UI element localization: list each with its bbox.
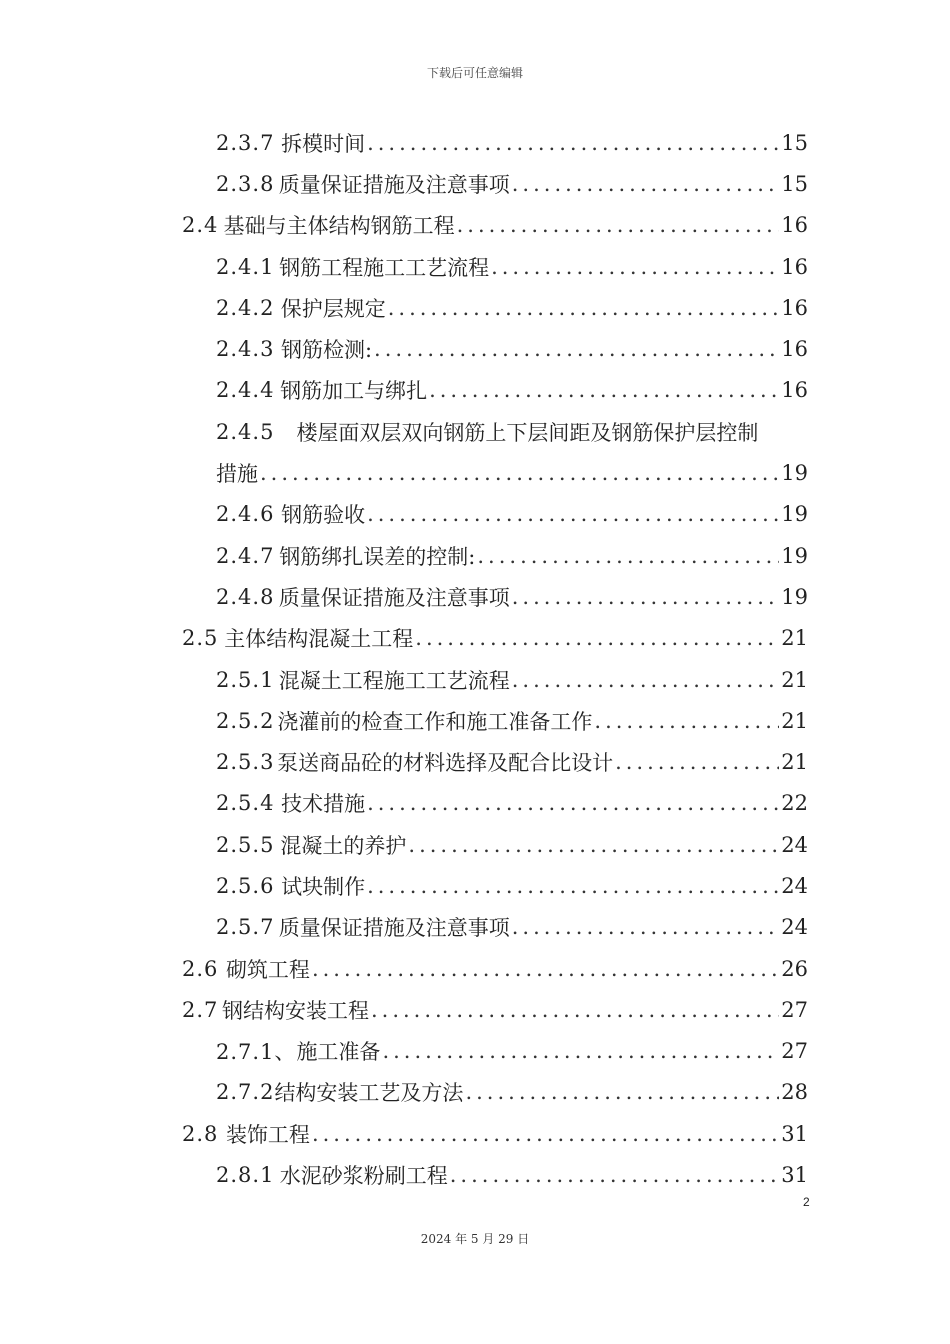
toc-entry-page: 24	[781, 873, 808, 898]
toc-entry-number: 2.4.7	[216, 543, 275, 568]
toc-entry-page: 15	[781, 171, 808, 196]
toc-entry-number: 2.4	[182, 213, 219, 238]
toc-dot-leader	[367, 131, 779, 155]
toc-dot-leader	[512, 668, 780, 692]
toc-entry-number: 2.5.7	[216, 915, 275, 940]
toc-entry-number: 2.3.8	[216, 171, 275, 196]
toc-entry-page: 16	[781, 378, 808, 403]
toc-entry-page: 24	[781, 832, 808, 857]
toc-dot-leader	[260, 461, 779, 485]
toc-entry-title: 泵送商品砼的材料选择及配合比设计	[277, 751, 614, 776]
toc-entry-title: 楼屋面双层双向钢筋上下层间距及钢筋保护层控制	[296, 420, 759, 445]
toc-entry[interactable]	[0, 411, 808, 452]
toc-entry-number: 2.4.6	[216, 502, 275, 527]
toc-entry-page: 16	[781, 254, 808, 279]
toc-dot-leader	[457, 213, 780, 237]
toc-entry[interactable]	[0, 328, 808, 369]
toc-entry[interactable]	[0, 1154, 808, 1195]
toc-entry-page: 24	[781, 915, 808, 940]
toc-entry-page: 19	[781, 502, 808, 527]
page-number: 2	[803, 1195, 810, 1209]
toc-entry-number: 2.5.2	[216, 708, 275, 733]
toc-entry-number: 2.4.4	[216, 378, 275, 403]
toc-entry[interactable]	[0, 907, 808, 948]
toc-entry-page: 28	[781, 1080, 808, 1105]
toc-entry-page: 31	[781, 1163, 808, 1188]
toc-entry[interactable]	[0, 948, 808, 989]
toc-dot-leader	[374, 337, 779, 361]
page-footer-date: 2024 年 5 月 29 日	[420, 1232, 530, 1246]
table-of-contents	[0, 122, 950, 1196]
toc-entry-number: 2.5.4	[216, 791, 275, 816]
toc-entry-title: 结构安装工艺及方法	[274, 1081, 464, 1106]
toc-entry-page: 27	[781, 997, 808, 1022]
toc-entry-number: 2.3.7	[216, 130, 275, 155]
toc-dot-leader	[388, 296, 780, 320]
toc-entry-title: 钢筋工程施工工艺流程	[279, 255, 490, 280]
toc-entry-title: 拆模时间	[281, 131, 366, 156]
toc-entry-number: 2.8.1	[216, 1163, 275, 1188]
toc-entry-number: 2.5.6	[216, 873, 275, 898]
toc-dot-leader	[312, 1122, 779, 1146]
toc-entry[interactable]	[0, 618, 808, 659]
toc-entry-title: 质量保证措施及注意事项	[278, 172, 510, 197]
toc-entry-page: 19	[781, 461, 808, 486]
toc-entry-title: 水泥砂浆粉刷工程	[279, 1164, 448, 1189]
toc-entry-title: 砌筑工程	[225, 957, 310, 982]
toc-entry-title: 混凝土工程施工工艺流程	[278, 668, 510, 693]
toc-entry-title: 技术措施	[281, 792, 366, 817]
toc-entry-number: 2.5.1	[216, 667, 275, 692]
toc-entry-title: 钢筋绑扎误差的控制:	[279, 544, 476, 569]
page-header: 下载后可任意编辑	[426, 66, 523, 80]
toc-entry[interactable]	[0, 824, 808, 865]
toc-entry[interactable]	[0, 287, 808, 328]
toc-dot-leader	[491, 255, 779, 279]
toc-entry-page: 31	[781, 1121, 808, 1146]
toc-entry[interactable]	[0, 659, 808, 700]
toc-entry-page: 21	[781, 708, 808, 733]
toc-entry-title: 钢筋验收	[281, 503, 366, 528]
toc-dot-leader	[312, 957, 779, 981]
toc-entry-title: 钢结构安装工程	[221, 998, 369, 1023]
toc-entry-title: 基础与主体结构钢筋工程	[223, 214, 455, 239]
toc-entry[interactable]	[0, 494, 808, 535]
toc-entry-page: 19	[781, 543, 808, 568]
toc-entry-continuation[interactable]	[0, 452, 808, 493]
toc-entry-number: 2.8	[182, 1121, 219, 1146]
toc-entry-page: 16	[781, 337, 808, 362]
toc-entry[interactable]	[0, 1113, 808, 1154]
toc-entry[interactable]	[0, 741, 808, 782]
toc-entry-number: 2.4.8	[216, 584, 275, 609]
toc-entry-number: 2.7.2	[216, 1080, 275, 1105]
toc-entry-number: 2.4.3	[216, 337, 275, 362]
toc-entry-page: 21	[781, 667, 808, 692]
toc-entry-number: 2.5.3	[216, 750, 275, 775]
toc-entry-page: 22	[781, 791, 808, 816]
toc-dot-leader	[408, 833, 779, 857]
toc-entry[interactable]	[0, 246, 808, 287]
toc-entry-page: 27	[781, 1039, 808, 1064]
toc-entry-page: 21	[781, 626, 808, 651]
toc-dot-leader	[477, 544, 779, 568]
toc-dot-leader	[382, 1039, 779, 1063]
toc-entry-title: 质量保证措施及注意事项	[278, 916, 510, 941]
toc-entry[interactable]	[0, 1031, 808, 1072]
toc-dot-leader	[450, 1163, 780, 1187]
toc-entry-number: 2.7.1、	[216, 1040, 297, 1065]
toc-entry[interactable]	[0, 535, 808, 576]
toc-dot-leader	[512, 915, 780, 939]
toc-entry-page: 21	[781, 750, 808, 775]
toc-dot-leader	[594, 709, 779, 733]
toc-entry-number: 2.4.2	[216, 295, 275, 320]
toc-dot-leader	[465, 1080, 779, 1104]
toc-entry[interactable]	[0, 783, 808, 824]
toc-dot-leader	[615, 750, 779, 774]
toc-entry-page: 16	[781, 213, 808, 238]
toc-entry[interactable]	[0, 370, 808, 411]
toc-entry-page: 16	[781, 295, 808, 320]
toc-entry-title: 钢筋检测:	[280, 338, 373, 363]
toc-dot-leader	[367, 502, 779, 526]
toc-entry[interactable]	[0, 865, 808, 906]
toc-entry[interactable]	[0, 700, 808, 741]
toc-entry-number: 2.5.5	[216, 832, 275, 857]
toc-entry-title: 浇灌前的检查工作和施工准备工作	[277, 709, 593, 734]
toc-entry-title: 保护层规定	[280, 296, 386, 321]
toc-entry-page: 26	[781, 956, 808, 981]
toc-entry-title: 钢筋加工与绑扎	[280, 379, 428, 404]
toc-dot-leader	[371, 998, 779, 1022]
toc-entry-number: 2.5	[182, 626, 219, 651]
toc-entry-page: 15	[781, 130, 808, 155]
toc-dot-leader	[512, 585, 780, 609]
toc-entry-title: 主体结构混凝土工程	[224, 627, 414, 652]
toc-entry[interactable]	[0, 989, 808, 1030]
toc-dot-leader	[512, 172, 780, 196]
toc-dot-leader	[367, 874, 779, 898]
toc-dot-leader	[367, 791, 779, 815]
toc-entry[interactable]	[0, 205, 808, 246]
toc-dot-leader	[415, 626, 779, 650]
toc-entry-title: 质量保证措施及注意事项	[278, 585, 510, 610]
toc-entry[interactable]	[0, 576, 808, 617]
toc-entry-number: 2.4.5	[216, 419, 275, 444]
toc-entry-number: 2.6	[182, 956, 219, 981]
toc-entry-page: 19	[781, 584, 808, 609]
toc-entry-title: 混凝土的养护	[280, 833, 407, 858]
toc-entry-number: 2.4.1	[216, 254, 275, 279]
toc-entry-title-continued: 措施	[216, 462, 258, 487]
toc-entry-title: 试块制作	[281, 874, 366, 899]
toc-entry-title: 装饰工程	[225, 1122, 310, 1147]
toc-entry-number: 2.7	[182, 997, 219, 1022]
toc-entry[interactable]	[0, 1072, 808, 1113]
toc-entry[interactable]	[0, 163, 808, 204]
toc-entry[interactable]	[0, 122, 808, 163]
toc-dot-leader	[429, 378, 779, 402]
toc-entry-title: 施工准备	[296, 1040, 381, 1065]
